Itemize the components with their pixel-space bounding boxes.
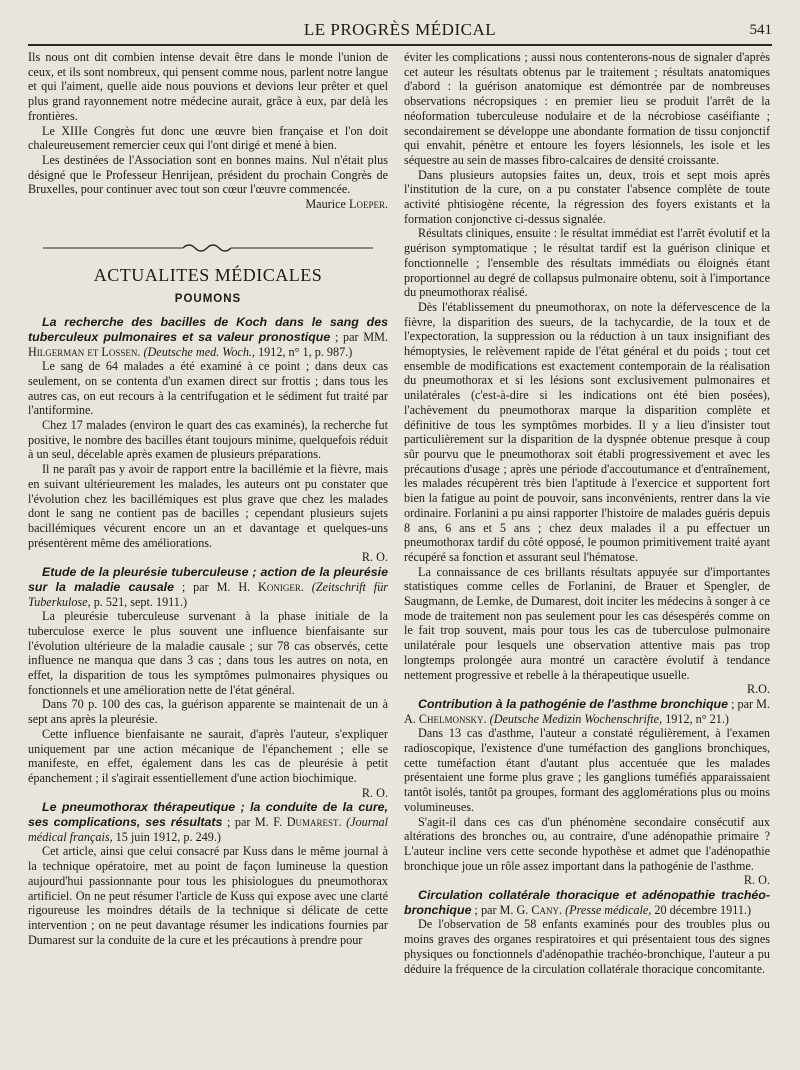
paragraph: Le XIIIe Congrès fut donc une œuvre bien française et l'on doit chaleureusement remercier ceux qui l'ont dirigé et mené à bien. xyxy=(28,123,388,153)
ornament-divider xyxy=(28,242,388,252)
journal-ref: 1912, n° 21.) xyxy=(665,711,729,726)
paragraph: La connaissance de ces brillants résultats appuyée sur d'importantes statistiques comme celles de Forlanini, de Brauer et Spengler, de Saugmann, de Lemke, de Dumarest, doit inciter les médecins à songer à ce mode de traitement non pas seulement pour les cas désespérés comme on le fait trop souvent, mais pour tous les cas de tuberculose pulmonaire unilatérale pour lesquels une observation attentive mais pas trop longtemps prolongée aura montré un caractère évolutif à tendance nettement progressive et rebelle à la thérapeutique usuelle. xyxy=(404,564,770,682)
paragraph: Dans 13 cas d'asthme, l'auteur a constaté régulièrement, à l'examen radioscopique, l'existence d'une tuméfaction des ganglions bronchiques, cette tuméfaction étant d'autant plus accentuée que les malades présentaient une forme plus grave ; les ganglions tuméfiés apparaissaient tantôt isolés, tantôt pa groupes, formant des agglomérations plus ou moins volumineuses. xyxy=(404,726,770,814)
section-title: ACTUALITES MÉDICALES xyxy=(93,264,323,285)
article-title-circulation xyxy=(404,888,770,917)
journal-name: (Deutsche Medizin Wochenschrifte, xyxy=(489,711,663,726)
paragraph: Chez 17 malades (environ le quart des cas examinés), la recherche fut positive, le nombre des bacilles étant toujours minime, quelquefois réduit à un seul, décelable après examen de plusieurs préparations. xyxy=(28,418,388,462)
article-heading: Etude de la pleurésie tuberculeuse ; action de la pleurésie sur la maladie causale xyxy=(28,565,388,594)
article-authors: Dumarest. xyxy=(286,815,342,830)
authors-prefix: ; par MM. xyxy=(334,329,389,344)
authors-prefix: ; par M. F. xyxy=(226,815,283,830)
journal-name: (Zeitschrift für Tuberkulose, xyxy=(28,579,389,609)
paragraph: Le sang de 64 malades a été examiné à ce point ; dans deux cas seulement, on se contenta d'un examen direct sur frottis ; dans tous les autres cas, on eut recours à la centrifugation et le sédiment fut traité par l'antiformine. xyxy=(28,359,388,418)
article-authors: Hilgerman et Lossen. xyxy=(28,344,141,359)
journal-name: (Presse médicale, xyxy=(565,902,652,917)
article-title-pleuresie xyxy=(28,565,388,609)
authors-prefix: ; par M. A. xyxy=(404,696,770,726)
paragraph: Résultats cliniques, ensuite : le résultat immédiat est l'arrêt évolutif et la guérison symptomatique ; le résultat tardif est la guérison clinique et fonctionnelle ; l'ensemble des résultats immédiats ou éloignés étant proportionnel au degré de collapsus pulmonaire obtenu, soit à l'importance du pneumothorax réalisé. xyxy=(404,226,770,300)
paragraph: Ils nous ont dit combien intense devait être dans le monde l'union de ceux, et ils sont nombreux, qui pensent comme nous, parlent notre langue et qui l'aiment, quelle aide nous pouvions et devions leur prêter et quel plus grand rayonnement notre médecine aurait, grâce à eux, par delà les frontières. xyxy=(28,50,388,123)
article-authors: Koniger. xyxy=(258,579,304,594)
article-title-pneumothorax xyxy=(28,800,388,844)
paragraph: Cet article, ainsi que celui consacré par Kuss dans le même journal à la technique opératoire, met au point de façon lumineuse la question aujourd'hui passionnante pour tous les phisiologues du pneumothorax artificiel. On ne peut résumer l'article de Kuss qui expose avec une clarté rigoureuse les moindres détails de la technique si délicate de cette intervention ; on ne peut davantage résumer les indications fournies par Dumarest sur la conduite de la cure et les précautions à prendre pour xyxy=(28,844,388,947)
right-column xyxy=(404,50,770,976)
signature-first-name: Maurice xyxy=(305,197,346,212)
paragraph: Cette influence bienfaisante ne saurait, d'après l'auteur, s'expliquer uniquement par une action mécanique de l'épanchement ; elle se manifeste, en effet, également dans les cas de pleurésie à petit épanchement ; il s'agirait essentiellement d'une action biochimique. xyxy=(28,726,388,785)
article-initials: R.O. xyxy=(746,682,770,697)
paragraph: Il ne paraît pas y avoir de rapport entre la bacillémie et la fièvre, mais en suivant ultérieurement les malades, les auteurs ont pu constater que l'évolution chez les bacillémiques est plus grave que chez les malades dont le sang ne contient pas de bacilles ; cependant plusieurs sujets bacillémiques vécurent encore un an et davantage et quelques-uns présentèrent même des améliorations. xyxy=(28,462,388,550)
paragraph: De l'observation de 58 enfants examinés pour des troubles plus ou moins graves des organes respiratoires et qui présentaient tous des signes physiques ou fonctionnels d'adénopathie trachéo-bronchique, l'auteur a pu déduire la fréquence de la circulation collatérale thoracique concomitante. xyxy=(404,917,770,976)
paragraph: Dans plusieurs autopsies faites un, deux, trois et sept mois après l'institution de la cure, on a pu constater l'absence complète de toute activité phtisiogène récente, la régression des foyers existants et la formation conjonctive ci-dessus signalée. xyxy=(404,167,770,226)
ornament-divider-icon xyxy=(43,243,373,253)
paragraph: La pleurésie tuberculeuse survenant à la phase initiale de la tuberculose exerce le plus souvent une influence bienfaisante sur l'évolution ultérieure de la maladie causale ; sur 78 cas observés, cette influence ne manqua que dans 3 cas ; dans tous les autres on nota, en effet, la disparition de tous les symptômes pulmonaires physiques ou fonctionnels et une amélioration nette de l'état général. xyxy=(28,609,388,697)
signature-last-name: Loeper. xyxy=(349,197,388,212)
article-title-asthme xyxy=(404,697,770,726)
journal-ref: 20 décembre 1911.) xyxy=(654,902,752,917)
article-initials: R. O. xyxy=(361,785,388,800)
article-heading: Le pneumothorax thérapeutique ; la conduite de la cure, ses complications, ses résultats xyxy=(28,800,388,830)
journal-name: (Journal médical français, xyxy=(28,815,389,844)
journal-ref: 15 juin 1912, p. 249.) xyxy=(115,829,221,844)
journal-ref: p. 521, sept. 1911.) xyxy=(93,594,188,609)
journal-title: LE PROGRÈS MÉDICAL xyxy=(303,20,497,39)
journal-name: (Deutsche med. Woch., xyxy=(143,344,256,359)
authors-prefix: ; par M. H. xyxy=(181,579,251,594)
subsection-title: POUMONS xyxy=(174,293,242,306)
article-heading: Contribution à la pathogénie de l'asthme bronchique xyxy=(418,696,728,711)
article-authors: Cany. xyxy=(531,902,563,917)
authors-prefix: ; par M. G. xyxy=(474,902,529,917)
running-head xyxy=(28,18,772,46)
paragraph: Dès l'établissement du pneumothorax, on note la défervescence de la fièvre, la disparition des sueurs, de la tachycardie, de la toux et de l'expectoration, la suppression ou la réduction à un taux insignifiant des hémoptysies, le relèvement rapide de l'état général et du poids ; tout cet ensemble de modifications est exactement contemporain de la réalisation du pneumothorax et si les lésions sont exclusivement pulmonaires et unilatérales (c'est-à-dire si les indications ont été bien posées), l'achèvement du pneumothorax marque la disparition complète et définitive de tous les symptômes morbides. Il y a lieu d'insister tout particulièrement sur la disparition de la dyspnée obtenue presque à coup sûr pourvu que le pneumothorax soit établi progressivement et avec les précautions d'usage ; après une période d'accoutumance et d'entraînement, les malades récupèrent très bien l'aptitude à l'exercice et supportent fort bien la fatigue au point de pouvoir, sans inconvénients, rentrer dans la vie ordinaire. Forlanini a pu ainsi rapporter l'histoire de malades guéris depuis 8 ans, 6 ans et 5 ans ; chez deux malades il a pu effectuer un pneumothorax tardif du côté opposé, le poumon primitivement traité ayant récupéré sa fonction et assurant seul l'hématose. xyxy=(404,299,770,564)
article-initials: R. O. xyxy=(361,550,388,565)
article-authors: Chelmonsky. xyxy=(418,711,487,726)
article-heading: La recherche des bacilles de Koch dans le sang des tuberculeux pulmonaires et sa valeur pronostique xyxy=(28,315,388,344)
paragraph: éviter les complications ; aussi nous contenterons-nous de signaler d'après cet auteur les résultats obtenus par le traitement ; résultats anatomiques d'abord : la guérison anatomique est démontrée par de nombreuses observations nécropsiques : en premier lieu se produit l'arrêt de la néoformation tuberculeuse nodulaire et de la nécrobiose caséifiante ; secondairement se développe une abondante formation de tissu conjonctif qui envahit, pénètre et entoure les foyers lésionnels, les isole et les séquestre au sein de masses fibro-calcaires de densité croissante. xyxy=(404,50,770,167)
article-heading: Circulation collatérale thoracique et adénopathie trachéo-bronchique xyxy=(404,888,770,917)
paragraph: Dans 70 p. 100 des cas, la guérison apparente se maintenait de un à sept ans après la pleurésie. xyxy=(28,697,388,727)
paragraph: Les destinées de l'Association sont en bonnes mains. Nul n'était plus désigné que le Professeur Henrijean, président du prochain Congrès de Bruxelles, pour continuer avec tout son cœur l'œuvre commencée. xyxy=(28,152,388,197)
paragraph: S'agit-il dans ces cas d'un phénomène secondaire consécutif aux altérations des bronches ou, au contraire, d'une adénopathie primaire ? L'auteur incline vers cette seconde hypothèse et admet que l'adénopathie bronchique joue un rôle assez important dans la pathogénie de l'asthme. xyxy=(404,814,770,873)
left-column xyxy=(28,50,388,947)
signature xyxy=(28,197,388,212)
page-number: 541 xyxy=(749,22,772,38)
journal-ref: 1912, n° 1, p. 987.) xyxy=(258,344,353,359)
article-title-koch xyxy=(28,315,388,359)
article-initials: R. O. xyxy=(743,873,770,888)
